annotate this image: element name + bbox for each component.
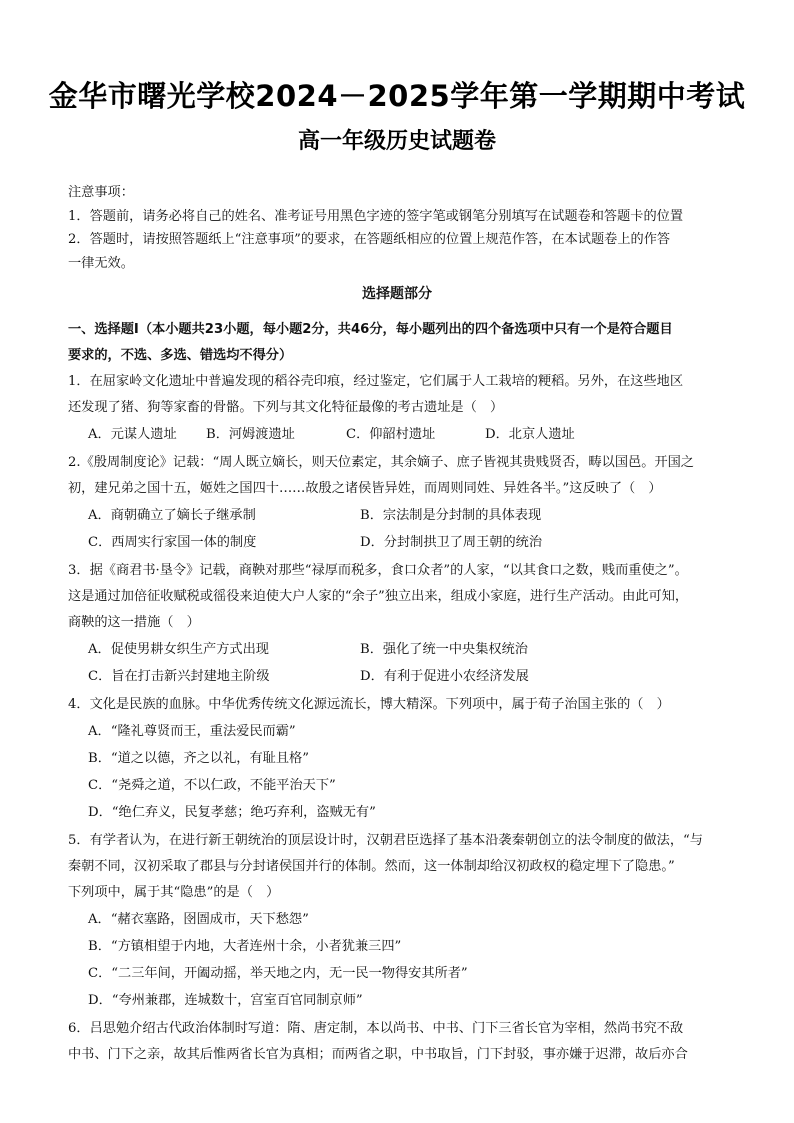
question-3-options-row1	[68, 636, 726, 663]
question-2-options-row2	[68, 529, 726, 556]
question-3-text-cont2: 商鞅的这一措施（ ）	[68, 615, 200, 630]
q5-option-b: B．“方镇相望于内地，大者连州十余，小者犹兼三四”	[88, 939, 402, 954]
question-3-options-row2	[68, 663, 726, 690]
q5-option-c: C．“二三年间，开阖动摇，举天地之内，无一民一物得安其所者”	[88, 966, 468, 981]
q2-option-d: D．分封制拱卫了周王朝的统治	[360, 535, 543, 550]
q3-option-c: C．旨在打击新兴封建地主阶级	[88, 669, 270, 684]
q1-option-d: D．北京人遗址	[485, 427, 575, 442]
exam-subtitle: 高一年级历史试题卷	[297, 129, 496, 154]
exam-body	[68, 181, 726, 1068]
section-instructions: 一、选择题Ⅰ（本小题共23小题，每小题2分，共46分，每小题列出的四个备选项中只有一个是符合题目	[68, 322, 673, 337]
notice-heading: 注意事项：	[68, 185, 134, 200]
q5-option-d: D．“夸州兼郡，连城数十，宫室百官同制京师”	[88, 993, 363, 1008]
q4-option-d: D．“绝仁弃义，民复孝慈；绝巧弃利，盗贼无有”	[88, 805, 376, 820]
q4-option-b: B．“道之以德，齐之以礼，有耻且格”	[88, 751, 309, 766]
section-instructions-cont: 要求的，不选、多选、错选均不得分）	[68, 348, 293, 363]
q5-option-a: A．“赭衣塞路，囹圄成市，天下愁怨”	[88, 912, 309, 927]
question-5-text-cont2: 下列项中，属于其“隐患”的是（ ）	[68, 885, 280, 900]
q3-option-d: D．有利于促进小农经济发展	[360, 669, 529, 684]
question-2-options-row1	[68, 502, 726, 529]
question-6-text-cont: 中书、门下之亲，故其后惟两省长官为真相；而两省之职，中书取旨，门下封驳，事亦嫌于迟滞，故后亦合	[68, 1047, 688, 1062]
section-title: 选择题部分	[362, 286, 432, 302]
question-2-text-cont: 初，建兄弟之国十五，姬姓之国四十……故殷之诸侯皆异姓，而周则同姓、异姓各半。”这反映了（ ）	[68, 481, 662, 496]
q2-option-b: B．宗法制是分封制的具体表现	[360, 508, 542, 523]
question-6-text: 6．吕思勉介绍古代政治体制时写道：隋、唐定制，本以尚书、中书、门下三省长官为宰相，然尚书究不敌	[68, 1021, 684, 1036]
notice-item-2-cont: 一律无效。	[68, 255, 134, 271]
q1-option-c: C．仰韶村遗址	[346, 427, 436, 442]
q3-option-a: A．促使男耕女织生产方式出现	[88, 642, 269, 657]
question-3-text-cont: 这是通过加倍征收赋税或徭役来迫使大户人家的“余子”独立出来，组成小家庭，进行生产活动。由此可知，	[68, 589, 689, 604]
notice-item-1: 1．答题前，请务必将自己的姓名、准考证号用黑色字迹的签字笔或钢笔分别填写在试题卷和答题卡的位置	[68, 208, 684, 224]
q2-option-c: C．西周实行家国一体的制度	[88, 535, 257, 550]
q4-option-c: C．“尧舜之道，不以仁政，不能平治天下”	[88, 778, 336, 793]
question-5-text: 5．有学者认为，在进行新王朝统治的顶层设计时，汉朝君臣选择了基本沿袭秦朝创立的法令制度的做法，“与	[68, 833, 703, 848]
question-3-text: 3．据《商君书·垦令》记载，商鞅对那些“禄厚而税多，食口众者”的人家，“以其食口之数，贱而重使之”。	[68, 563, 688, 578]
question-1-text-cont: 还发现了猪、狗等家畜的骨骼。下列与其文化特征最像的考古遗址是（ ）	[68, 400, 504, 415]
q3-option-b: B．强化了统一中央集权统治	[360, 642, 528, 657]
q4-option-a: A．“隆礼尊贤而王，重法爱民而霸”	[88, 724, 296, 739]
exam-title: 金华市曙光学校2024－2025学年第一学期期中考试	[48, 79, 746, 113]
q1-option-b: B．河姆渡遗址	[206, 427, 295, 442]
question-2-text: 2.《殷周制度论》记载：“周人既立嫡长，则天位素定，其余嫡子、庶子皆视其贵贱贤否，畴以国邑。开国之	[68, 455, 694, 470]
question-4-text: 4．文化是民族的血脉。中华优秀传统文化源远流长，博大精深。下列项中，属于荀子治国主张的（ ）	[68, 697, 670, 712]
question-5-text-cont: 秦朝不同，汉初采取了郡县与分封诸侯国并行的体制。然而，这一体制却给汉初政权的稳定埋下了隐患。”	[68, 859, 675, 874]
question-1-options	[68, 421, 726, 448]
question-1-text: 1．在屈家岭文化遗址中普遍发现的稻谷壳印痕，经过鉴定，它们属于人工栽培的粳稻。另外，在这些地区	[68, 374, 684, 389]
q2-option-a: A．商朝确立了嫡长子继承制	[88, 508, 256, 523]
q1-option-a: A．元谋人遗址	[88, 427, 177, 442]
notice-item-2: 2．答题时，请按照答题纸上“注意事项”的要求，在答题纸相应的位置上规范作答，在本试题卷上的作答	[68, 232, 671, 247]
